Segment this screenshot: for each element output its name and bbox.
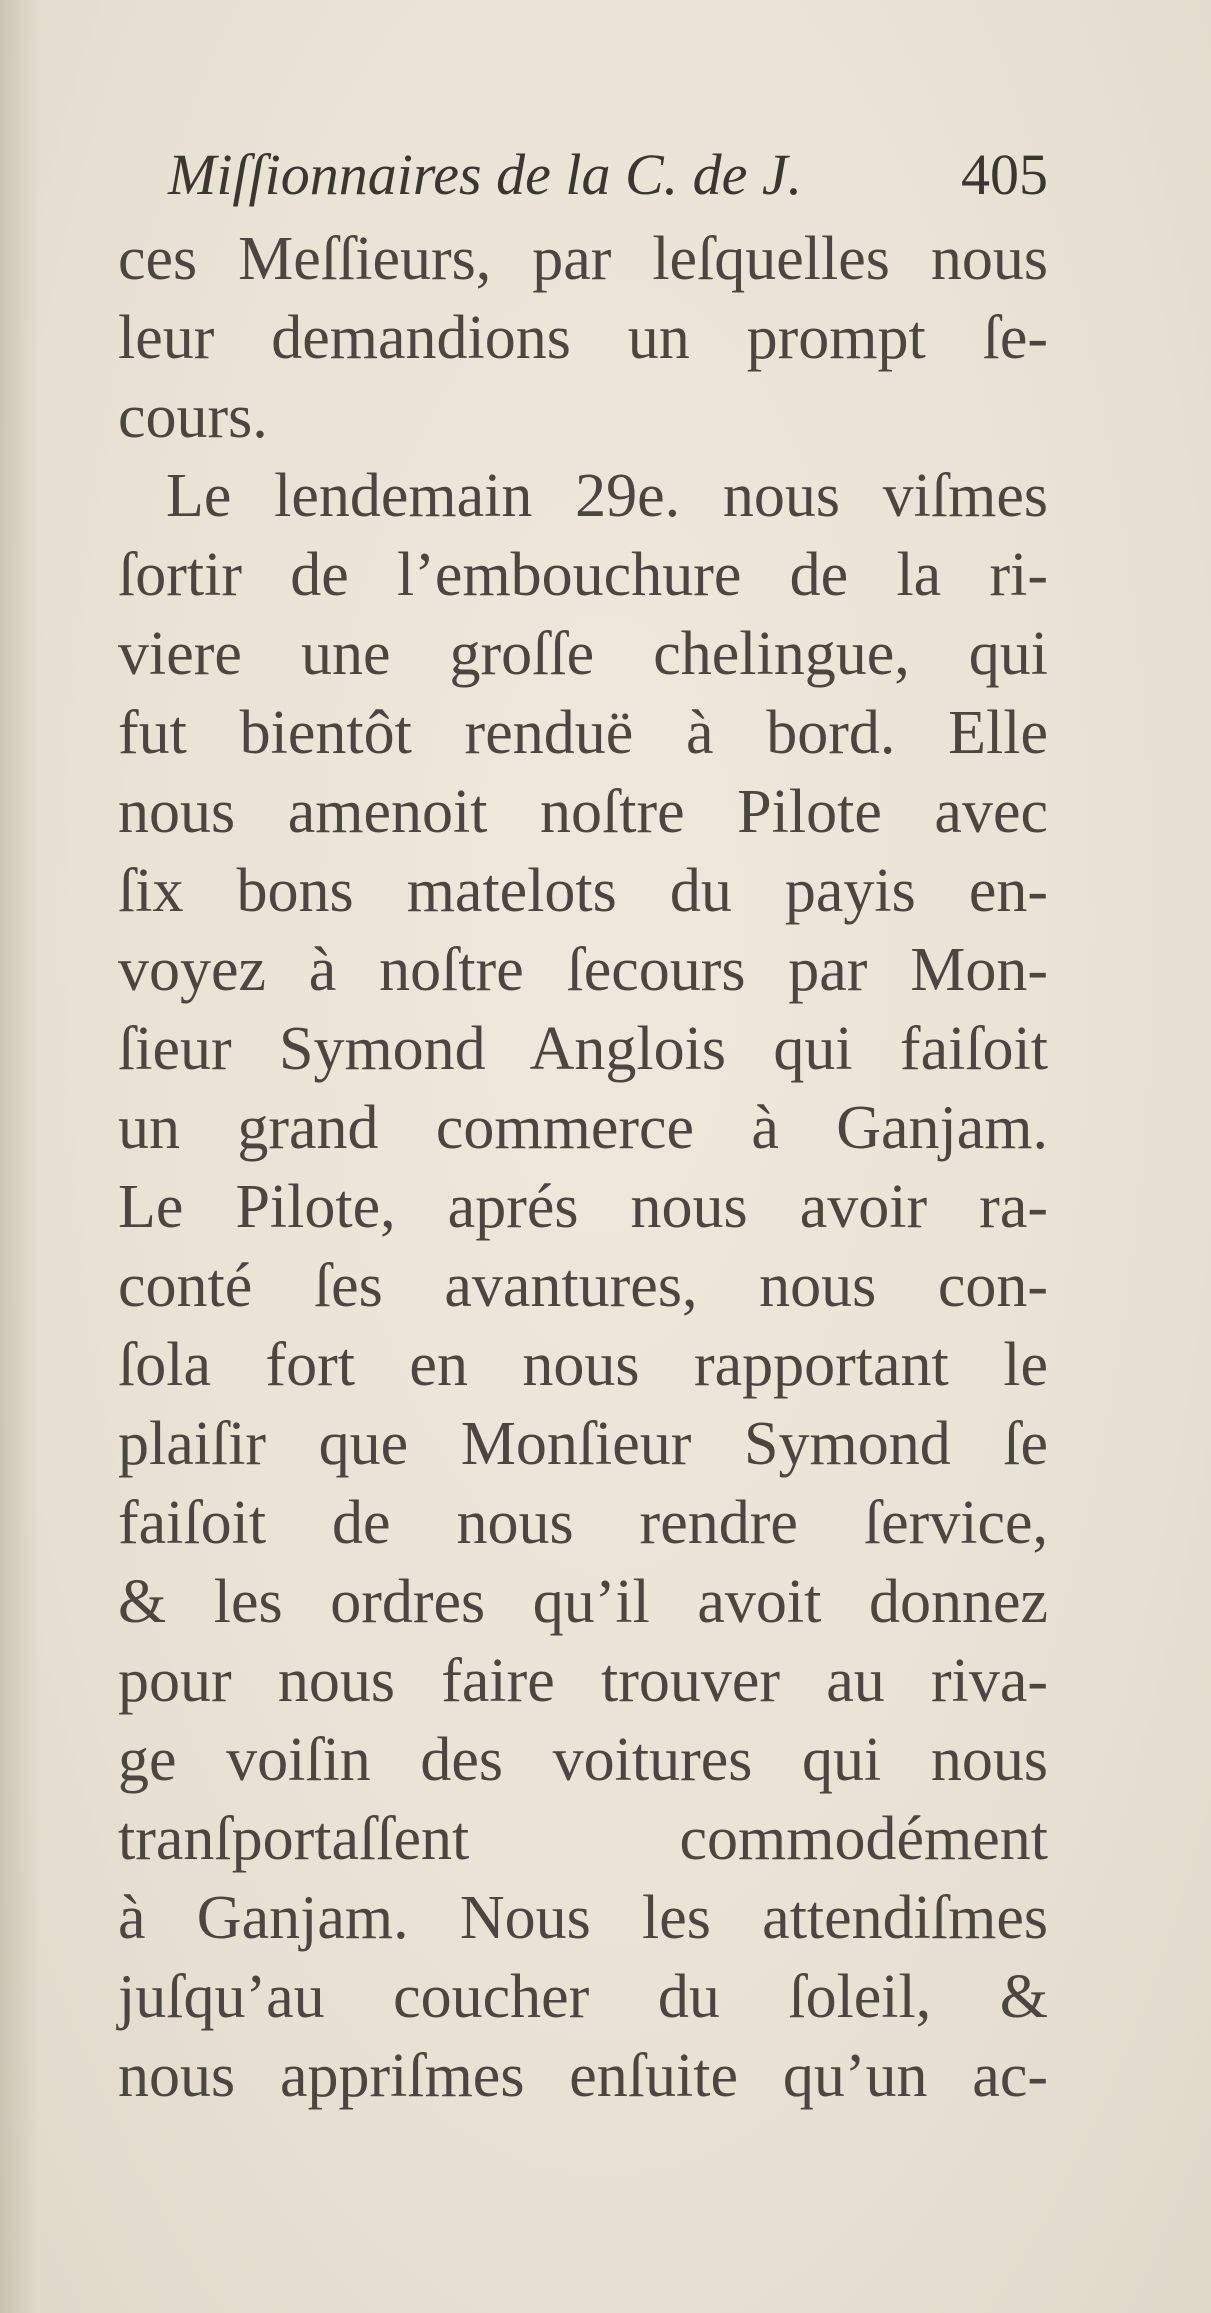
text-line: ces Meſſieurs, par leſquelles nous	[118, 225, 1048, 293]
text-line: cours.	[118, 383, 268, 451]
text-line: ſieur Symond Anglois qui faiſoit	[118, 1015, 1048, 1083]
text-line: Le Pilote, aprés nous avoir ra-	[118, 1173, 1048, 1241]
text-line: viere une groſſe chelingue, qui	[118, 620, 1048, 688]
page-number: 405	[961, 142, 1048, 207]
text-line: Le lendemain 29e. nous viſmes	[166, 462, 1048, 530]
text-line: à Ganjam. Nous les attendiſmes	[118, 1884, 1048, 1952]
text-line: plaiſir que Monſieur Symond ſe	[118, 1410, 1048, 1478]
gutter-shadow	[0, 0, 40, 2313]
text-line: juſqu’au coucher du ſoleil, &	[118, 1963, 1048, 2031]
text-line: leur demandions un prompt ſe-	[118, 304, 1048, 372]
text-line: ge voiſin des voitures qui nous	[118, 1726, 1048, 1794]
running-head-title: Miſſionnaires de la C. de J.	[168, 142, 803, 207]
text-line: nous amenoit noſtre Pilote avec	[118, 778, 1048, 846]
text-line: tranſportaſſent commodément	[118, 1805, 1048, 1873]
running-head	[168, 135, 1048, 215]
text-line: conté ſes avantures, nous con-	[118, 1252, 1048, 1320]
body-text	[118, 220, 1048, 2110]
text-line: faiſoit de nous rendre ſervice,	[118, 1489, 1048, 1557]
text-line: un grand commerce à Ganjam.	[118, 1094, 1048, 1162]
text-line: ſortir de l’embouchure de la ri-	[118, 541, 1048, 609]
text-line: ſola fort en nous rapportant le	[118, 1331, 1048, 1399]
text-line: voyez à noſtre ſecours par Mon-	[118, 936, 1048, 1004]
text-line: ſix bons matelots du payis en-	[118, 857, 1048, 925]
text-line: fut bientôt renduë à bord. Elle	[118, 699, 1048, 767]
text-line: nous appriſmes enſuite qu’un ac-	[118, 2042, 1048, 2110]
text-line: & les ordres qu’il avoit donnez	[118, 1568, 1048, 1636]
text-line: pour nous faire trouver au riva-	[118, 1647, 1048, 1715]
